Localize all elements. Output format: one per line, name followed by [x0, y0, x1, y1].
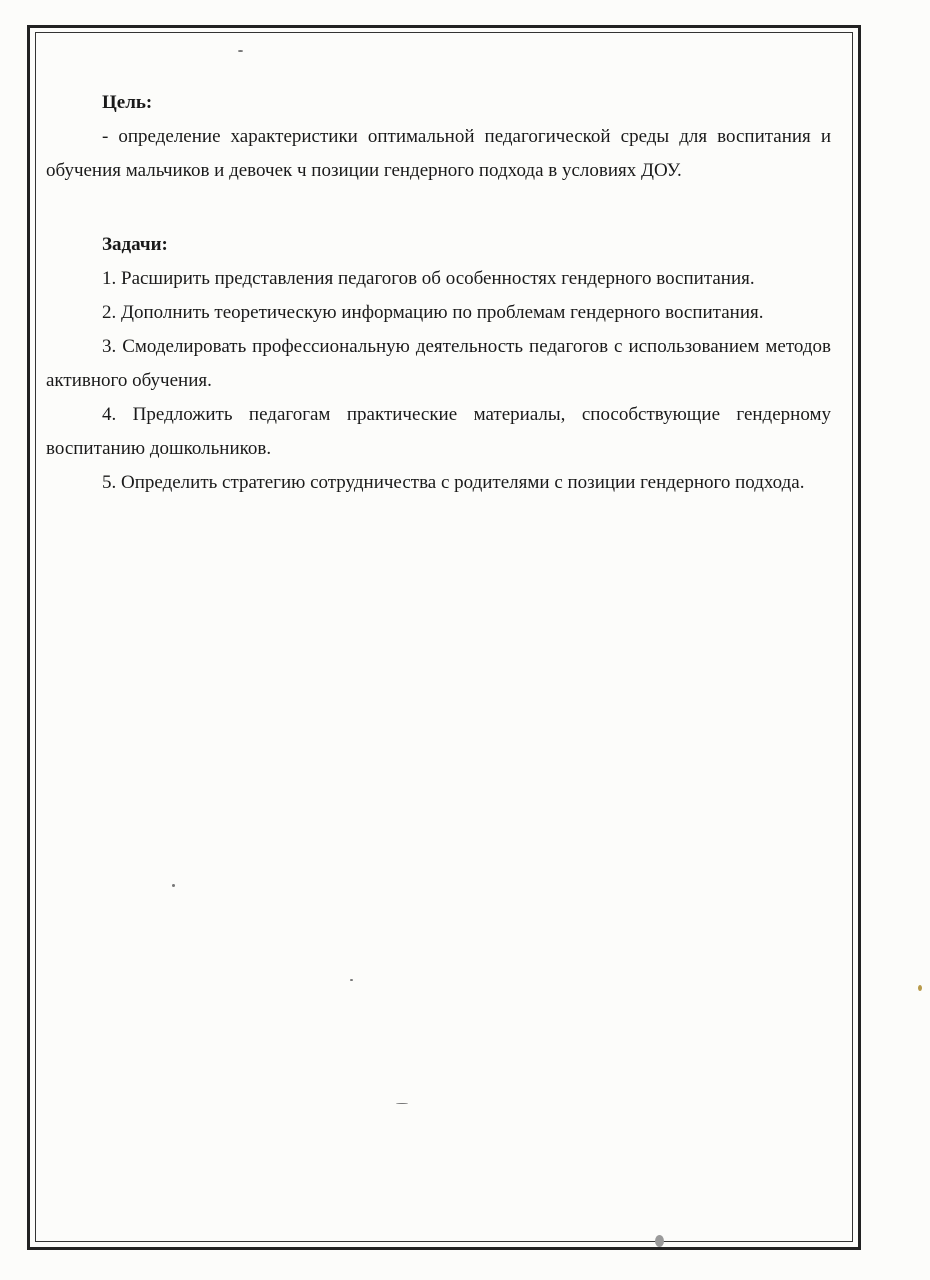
scan-speck — [350, 979, 353, 981]
goal-heading: Цель: — [102, 92, 153, 113]
scan-speck — [918, 985, 922, 991]
tasks-heading: Задачи: — [102, 234, 168, 255]
task-item-1: 1. Расширить представления педагогов об особенностях гендерного воспитания. — [102, 268, 755, 289]
task-item-2: 2. Дополнить теоретическую информацию по проблемам гендерного воспитания. — [102, 302, 764, 323]
goal-text: - определение характеристики оптимальной педагогической среды для воспитания и обучения мальчиков и девочек ч позиции гендерного подхода в условиях ДОУ. — [46, 126, 831, 181]
scan-speck — [396, 1103, 408, 1104]
scan-speck — [238, 50, 243, 52]
task-item-4: 4. Предложить педагогам практические материалы, способствующие гендерному воспитанию дошкольников. — [46, 404, 831, 459]
section-gap — [46, 188, 831, 228]
task-item-5: 5. Определить стратегию сотрудничества с родителями с позиции гендерного подхода. — [102, 472, 805, 493]
scan-speck — [655, 1235, 664, 1247]
document-body — [46, 86, 831, 500]
scan-speck — [172, 884, 175, 887]
task-item-3: 3. Смоделировать профессиональную деятельность педагогов с использованием методов активного обучения. — [46, 336, 831, 391]
